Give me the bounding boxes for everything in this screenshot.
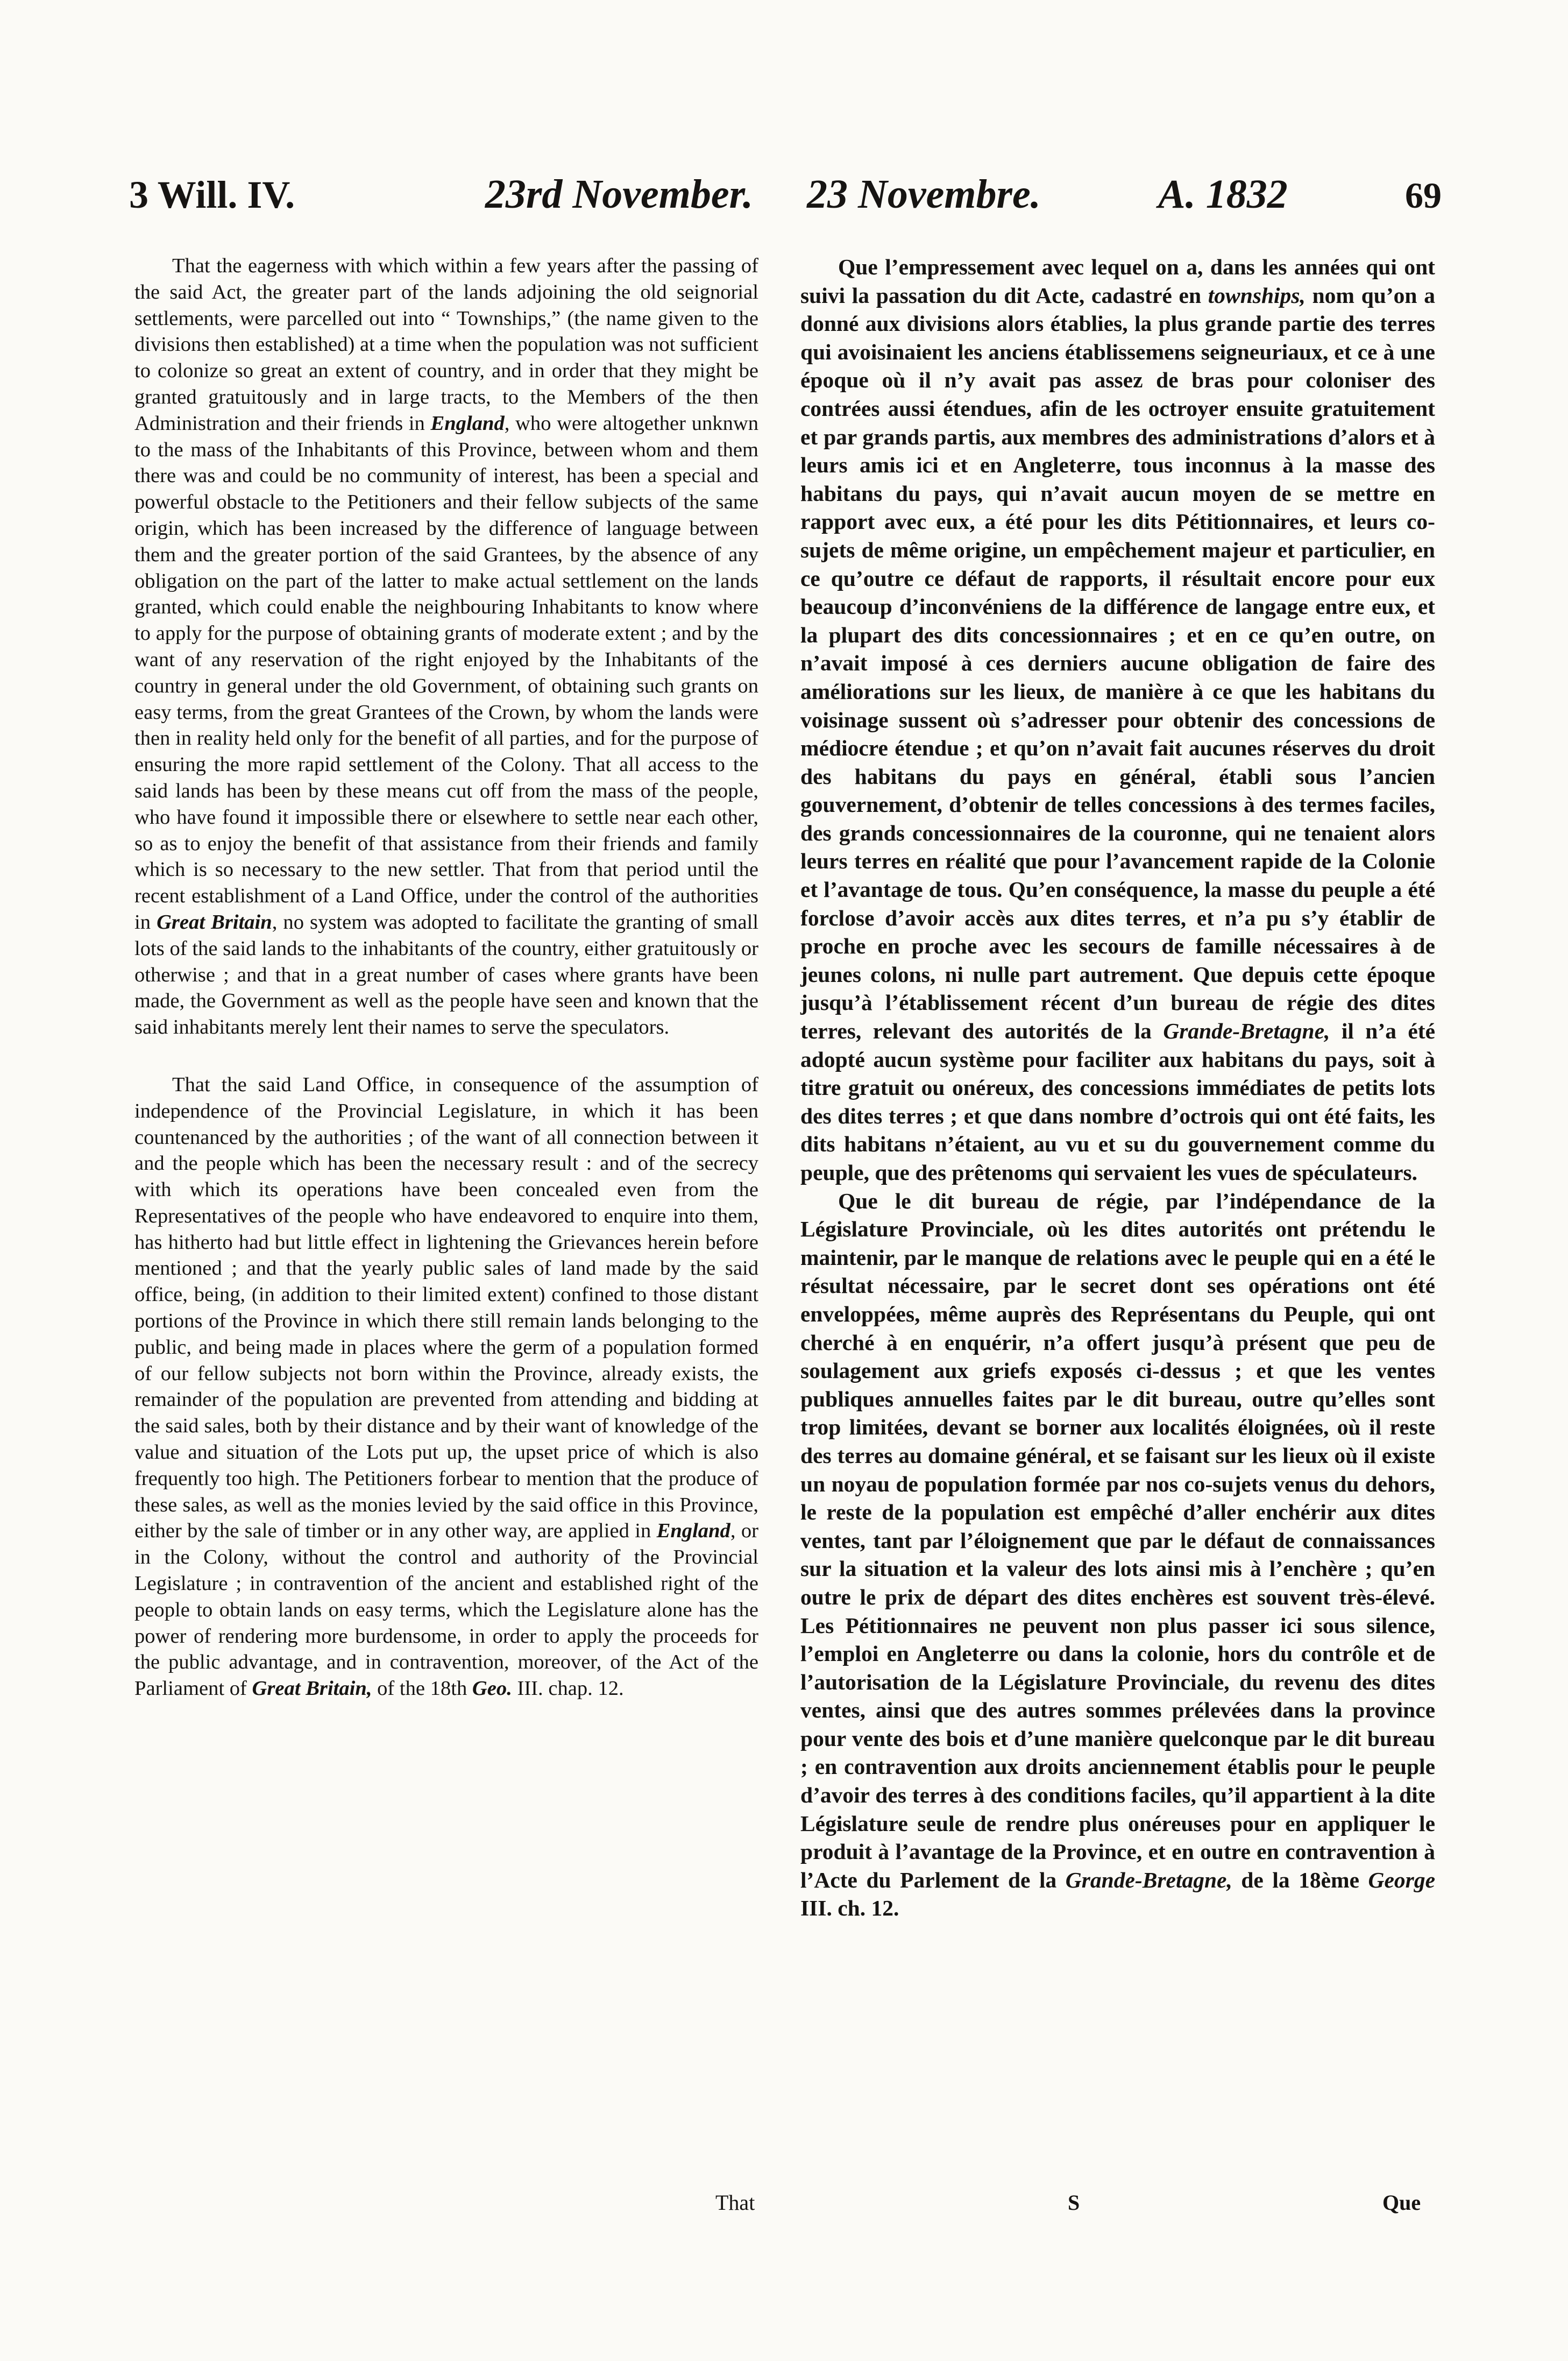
- french-column: [800, 253, 1435, 1922]
- french-paragraph-1: Que l’empressement avec lequel on a, dans les années qui ont suivi la passation du dit Acte, cadastré en townships, nom qu’on a donné aux divisions alors établies, la plus grande partie des terres qui avoisinaient les anciens établissemens seigneuriaux, et ce à une époque où il n’y avait pas assez de bras pour coloniser des contrées aussi étendues, afin de les octroyer ensuite gratuitement et par grands partis, aux membres des administrations d’alors et à leurs amis ici et en Angleterre, tous inconnus à la masse des habitans du pays, qui n’avait aucun moyen de se mettre en rapport avec eux, a été pour les dits Pétitionnaires, et leurs co-sujets de même origine, un empêchement majeur et particulier, en ce qu’outre ce défaut de rapports, il résultait encore pour eux beaucoup d’inconvéniens de la différence de langage entre eux, et la plupart des dits concessionnaires ; et en ce qu’en outre, on n’avait imposé à ces derniers aucune obligation de faire des améliorations sur les lieux, de manière à ce que les habitans du voisinage sussent où s’adresser pour obtenir des concessions de médiocre étendue ; et qu’on n’avait fait aucunes réserves du droit des habitans du pays en général, établi sous l’ancien gouvernement, d’obtenir de telles concessions à des termes faciles, des grands concessionnaires de la couronne, qui ne tenaient alors leurs terres en réalité que pour l’avancement rapide de la Colonie et l’avantage de tous. Qu’en conséquence, la masse du peuple a été forclose d’avoir accès aux dites terres, et n’a pu s’y établir de proche en proche avec les secours de famille nécessaires à de jeunes colons, ni nulle part autrement. Que depuis cette époque jusqu’à l’établissement récent d’un bureau de régie des dites terres, relevant des autorités de la Grande-Bretagne, il n’a été adopté aucun système pour faciliter aux habitans du pays, soit à titre gratuit ou onéreux, des concessions immédiates de petits lots des dites terres ; et que dans nombre d’octrois qui ont été faits, les dits habitans n’étaient, au vu et su du gouvernement comme du peuple, que des prêtenoms qui servaient les vues de spéculateurs.: [800, 255, 1435, 1185]
- catchword-french: Que: [1382, 2190, 1421, 2215]
- regnal-year: 3 Will. IV.: [129, 173, 295, 216]
- signature-mark: S: [1068, 2190, 1080, 2215]
- english-paragraph-1: That the eagerness with which within a few years after the passing of the said Act, the greater part of the lands adjoining the old seignorial settlements, were parcelled out into “ Townships,” (the name given to the divisions then established) at a time when the population was not sufficient to colonize so great an extent of country, and in order that they might be granted gratuitously and in large tracts, to the Members of the then Administration and their friends in England, who were altogether unknwn to the mass of the Inhabitants of this Province, between whom and them there was and could be no community of interest, has been a special and powerful obstacle to the Petitioners and their fellow subjects of the same origin, which has been increased by the difference of language between them and the greater portion of the said Grantees, by the absence of any obligation on the part of the latter to make actual settlement on the lands granted, which could enable the neighbouring Inhabitants to know where to apply for the purpose of obtaining grants of moderate extent ; and by the want of any reservation of the right enjoyed by the Inhabitants of the country in general under the old Government, of obtaining such grants on easy terms, from the great Grantees of the Crown, by whom the lands were then in reality held only for the benefit of all parties, and for the purpose of ensuring the more rapid settlement of the Colony. That all access to the said lands has been by these means cut off from the mass of the people, who have found it impossible there or elsewhere to settle near each other, so as to enjoy the benefit of that assistance from their friends and family which is so necessary to the new settler. That from that period until the recent establishment of a Land Office, under the control of the authorities in Great Britain, no system was adopted to facilitate the granting of small lots of the said lands to the inhabitants of the country, either gratuitously or otherwise ; and that in a great number of cases where grants have been made, the Government as well as the people have seen and known that the said inhabitants merely lent their names to serve the speculators.: [134, 255, 759, 1039]
- english-column: [134, 253, 758, 1702]
- session-date-english: 23rd November.: [485, 172, 753, 217]
- running-header-left: [129, 171, 753, 225]
- page-number: 69: [1404, 175, 1442, 216]
- english-paragraph-2: That the said Land Office, in consequence of the assumption of independence of the Provincial Legislature, in which it has been countenanced by the authorities ; of the want of all connection between it and the people which has been the necessary result : and of the secrecy with which its operations have been concealed even from the Representatives of the people who have endeavored to enquire into them, has hitherto had but little effect in lightening the Grievances herein before mentioned ; and that the yearly public sales of land made by the said office, being, (in addition to their limited extent) confined to those distant portions of the Province in which there still remain lands belonging to the public, and being made in places where the germ of a population formed of our fellow subjects not born within the Province, already exists, the remainder of the population are prevented from attending and bidding at the said sales, both by their distance and by their want of knowledge of the value and situation of the Lots put up, the upset price of which is also frequently too high. The Petitioners forbear to mention that the produce of these sales, as well as the monies levied by the said office in this Province, either by the sale of timber or in any other way, are applied in England, or in the Colony, without the control and authority of the Provincial Legislature ; in contravention of the ancient and established right of the people to obtain lands on easy terms, which the Legislature alone has the power of rendering more burdensome, in order to apply the proceeds for the public advantage, and in contravention, moreover, of the Act of the Parliament of Great Britain, of the 18th Geo. III. chap. 12.: [134, 1073, 758, 1700]
- running-header-right: [807, 171, 1442, 225]
- catchword-english: That: [715, 2190, 755, 2215]
- session-date-french: 23 Novembre.: [807, 172, 1041, 217]
- year-anno: A. 1832: [1158, 172, 1288, 217]
- french-paragraph-2: Que le dit bureau de régie, par l’indépendance de la Législature Provinciale, où les dites autorités ont prétendu le maintenir, par le manque de relations avec le peuple qui en a été le résultat nécessaire, par le secret dont ses opérations ont été enveloppées, même auprès des Représentans du Peuple, qui ont cherché à en enquérir, n’a offert jusqu’à présent que peu de soulagement aux griefs exposés ci-dessus ; et que les ventes publiques annuelles faites par le dit bureau, outre qu’elles sont trop limitées, devant se borner aux localités éloignées, où il reste des terres au domaine général, et se faisant sur les lieux où il existe un noyau de population formée par nos co-sujets venus du dehors, le reste de la population est empêché d’aller enchérir aux dites ventes, tant par l’éloignement que par le défaut de connaissances sur la situation et la valeur des lots ainsi mis à l’enchère ; qu’en outre le prix de départ des dites enchères est souvent très-élevé. Les Pétitionnaires ne peuvent non plus passer ici sous silence, l’emploi en Angleterre ou dans la colonie, hors du contrôle et de l’autorisation de la Législature Provinciale, du revenu des dites ventes, ainsi que des autres sommes prélevées dans la province pour vente des bois et d’une manière quelconque par le dit bureau ; en contravention aux droits anciennement établis pour le peuple d’avoir des terres à des conditions faciles, qu’il appartient à la dite Législature seule de rendre plus onéreuses pour en appliquer le produit à l’avantage de la Province, et en outre en contravention à l’Acte du Parlement de la Grande-Bretagne, de la 18ème George III. ch. 12.: [800, 1188, 1435, 1921]
